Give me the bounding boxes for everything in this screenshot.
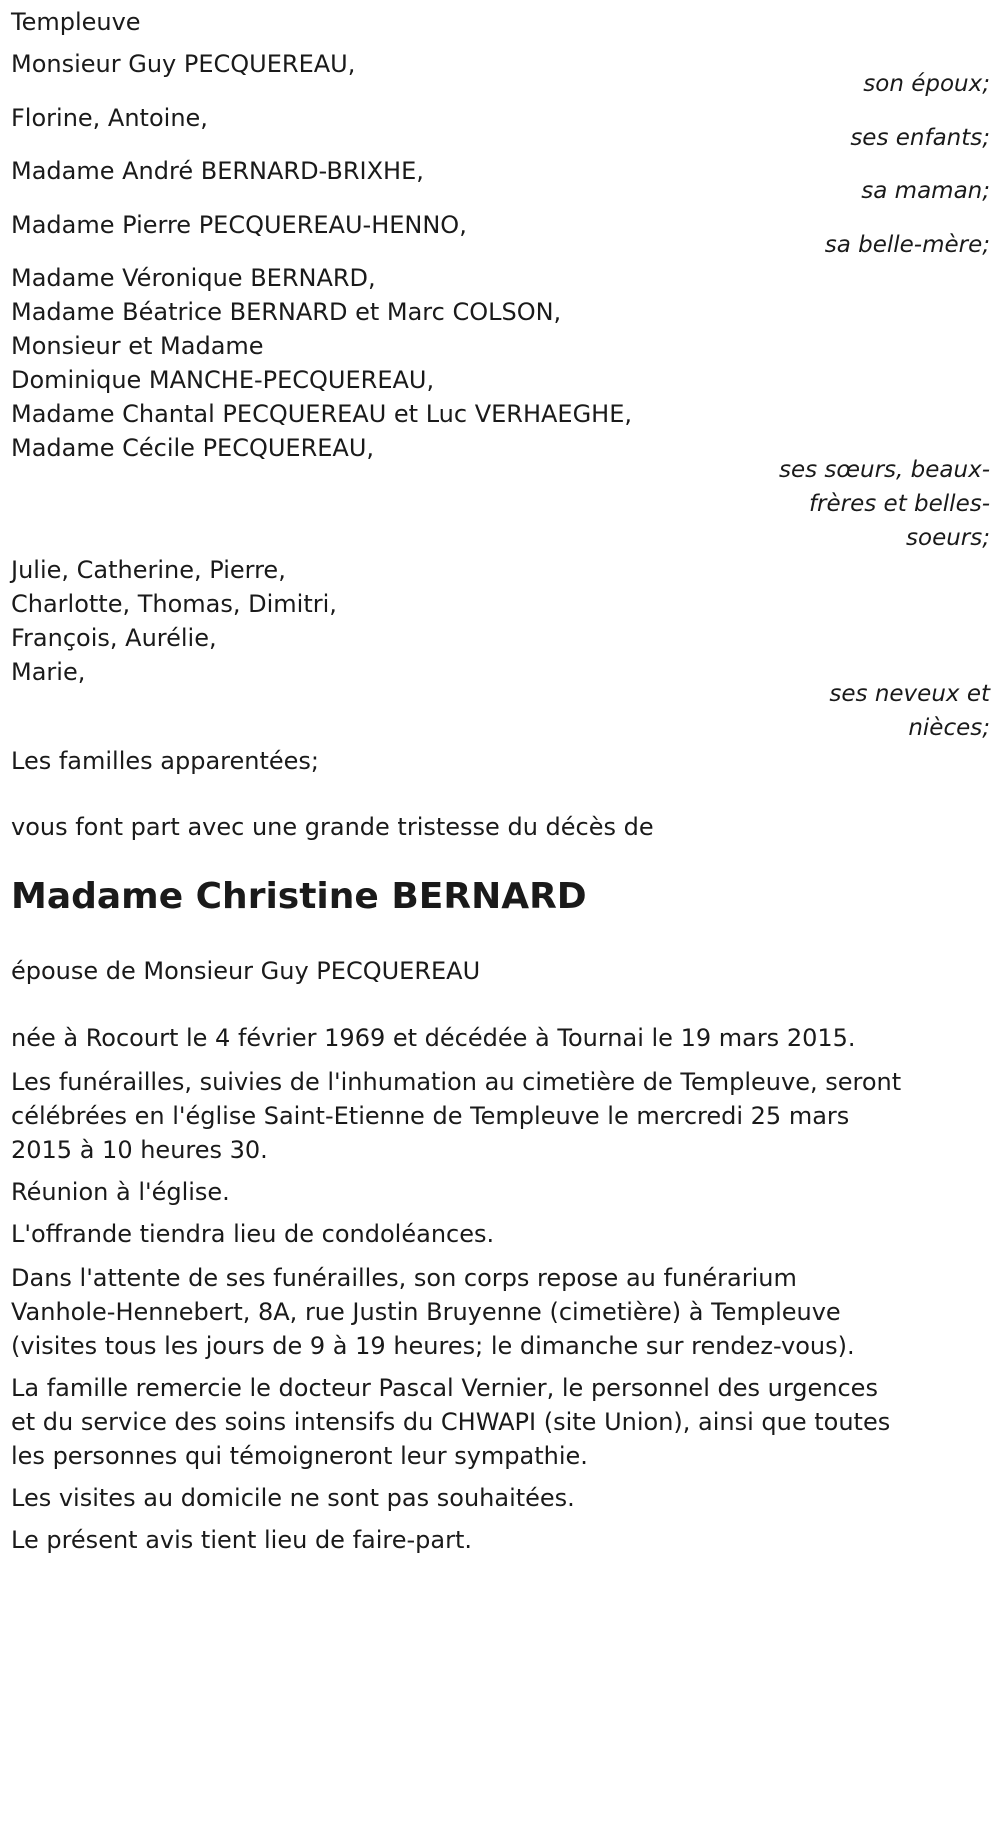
announcement-text: vous font part avec une grande tristesse du décès de <box>11 813 654 841</box>
location-heading: Templeuve <box>11 8 141 36</box>
meeting-text: Réunion à l'église. <box>11 1178 230 1206</box>
spouse-name: Monsieur Guy PECQUEREAU, <box>11 50 356 78</box>
funeral-line: Les funérailles, suivies de l'inhumation au cimetière de Templeuve, seront <box>11 1068 902 1096</box>
birth-death-text: née à Rocourt le 4 février 1969 et décédée à Tournai le 19 mars 2015. <box>11 1024 856 1052</box>
funeral-line: célébrées en l'église Saint-Etienne de Templeuve le mercredi 25 mars <box>11 1102 850 1130</box>
spouse-relation: son époux; <box>863 71 990 97</box>
funerarium-line: Dans l'attente de ses funérailles, son corps repose au funérarium <box>11 1264 797 1292</box>
nephews-relation-line: ses neveux et <box>829 681 990 707</box>
nephews-relation-line: nièces; <box>908 715 990 741</box>
no-visits-text: Les visites au domicile ne sont pas souhaitées. <box>11 1484 575 1512</box>
nephew-line: Marie, <box>11 658 86 686</box>
mother-in-law-name: Madame Pierre PECQUEREAU-HENNO, <box>11 211 467 239</box>
offering-text: L'offrande tiendra lieu de condoléances. <box>11 1220 495 1248</box>
deceased-name: Madame Christine BERNARD <box>11 876 587 917</box>
funeral-line: 2015 à 10 heures 30. <box>11 1136 268 1164</box>
children-names: Florine, Antoine, <box>11 104 208 132</box>
sibling-line: Madame Béatrice BERNARD et Marc COLSON, <box>11 298 562 326</box>
nephew-line: Charlotte, Thomas, Dimitri, <box>11 590 337 618</box>
thanks-line: les personnes qui témoigneront leur sympathie. <box>11 1442 588 1470</box>
siblings-relation-line: soeurs; <box>906 525 990 551</box>
spouse-of-text: épouse de Monsieur Guy PECQUEREAU <box>11 957 481 985</box>
related-families: Les familles apparentées; <box>11 747 320 775</box>
funerarium-line: (visites tous les jours de 9 à 19 heures; le dimanche sur rendez-vous). <box>11 1332 855 1360</box>
notice-text: Le présent avis tient lieu de faire-part. <box>11 1526 473 1554</box>
nephew-line: François, Aurélie, <box>11 624 217 652</box>
siblings-relation-line: frères et belles- <box>808 491 990 517</box>
children-relation: ses enfants; <box>850 125 990 151</box>
sibling-line: Dominique MANCHE-PECQUEREAU, <box>11 366 435 394</box>
thanks-line: et du service des soins intensifs du CHWAPI (site Union), ainsi que toutes <box>11 1408 891 1436</box>
mother-in-law-relation: sa belle-mère; <box>824 232 990 258</box>
sibling-line: Madame Véronique BERNARD, <box>11 264 376 292</box>
nephew-line: Julie, Catherine, Pierre, <box>11 556 286 584</box>
funerarium-line: Vanhole-Hennebert, 8A, rue Justin Bruyenne (cimetière) à Templeuve <box>11 1298 841 1326</box>
sibling-line: Madame Cécile PECQUEREAU, <box>11 434 375 462</box>
thanks-line: La famille remercie le docteur Pascal Vernier, le personnel des urgences <box>11 1374 878 1402</box>
mother-name: Madame André BERNARD-BRIXHE, <box>11 157 424 185</box>
sibling-line: Madame Chantal PECQUEREAU et Luc VERHAEGHE, <box>11 400 633 428</box>
sibling-line: Monsieur et Madame <box>11 332 264 360</box>
siblings-relation-line: ses sœurs, beaux- <box>778 457 990 483</box>
mother-relation: sa maman; <box>861 178 990 204</box>
